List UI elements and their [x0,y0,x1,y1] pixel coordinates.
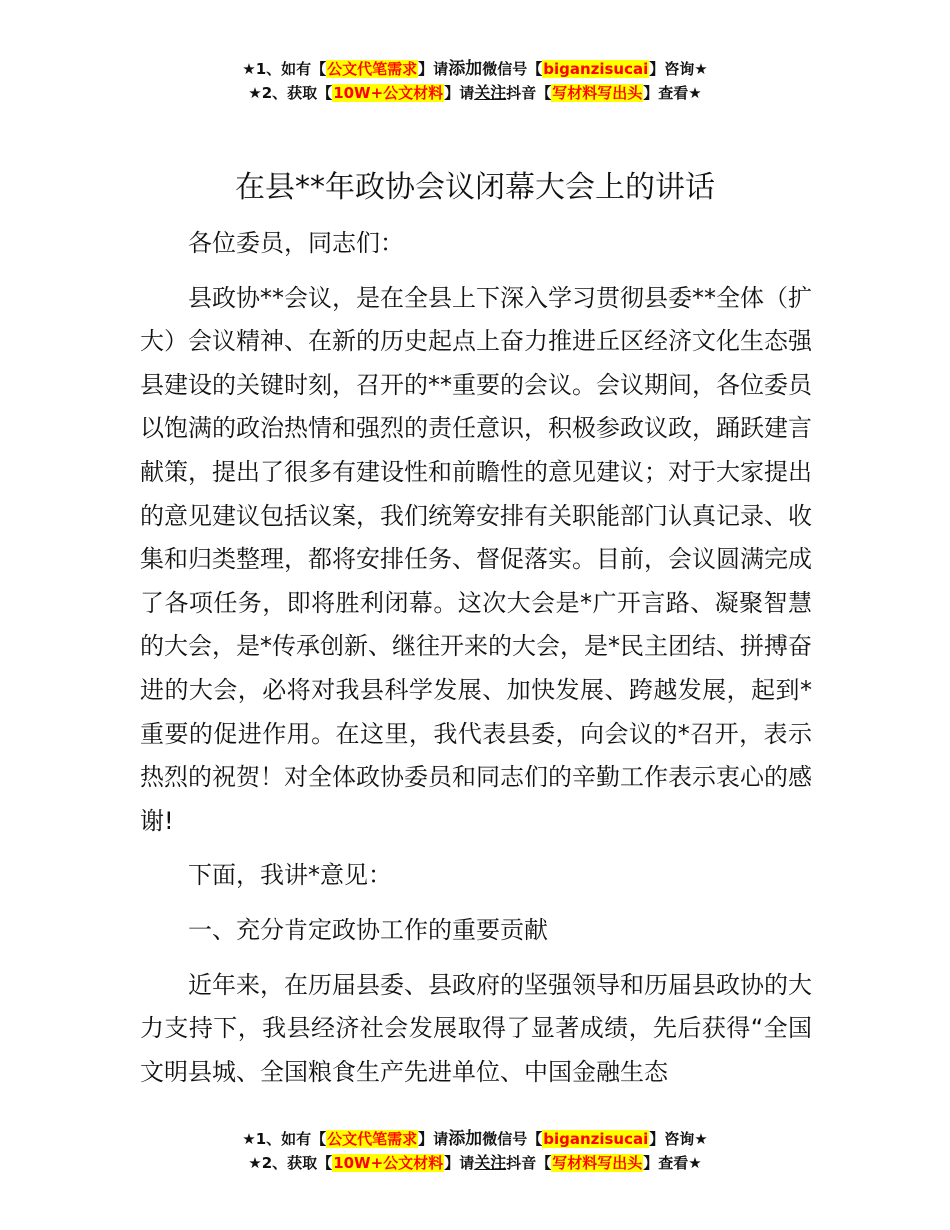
banner-text: 抖音【 [506,84,552,102]
banner-text: 】请 [444,84,475,102]
header-banner [0,58,950,105]
banner-highlight: biganzisucai [543,1130,649,1148]
section-heading: 一、充分肯定政协工作的重要贡献 [188,915,548,944]
banner-text: 】请 [418,60,449,78]
banner-text: ★1、如有【 [242,60,327,78]
banner-text: ★1、如有【 [242,1130,327,1148]
banner-emphasis: 关注 [474,1153,507,1172]
banner-line-1 [0,1128,950,1151]
banner-highlight: 公文代笔需求 [327,60,418,78]
paragraph: 下面，我讲*意见： [188,861,392,890]
banner-text: ★2、获取【 [248,84,333,102]
banner-text: 】咨询★ [649,1130,708,1148]
banner-line-1 [0,58,950,81]
banner-highlight: 10W+公文材料 [333,84,444,102]
banner-text: 】请 [444,1154,475,1172]
banner-text: 抖音【 [506,1154,552,1172]
banner-text: 微信号【 [482,1130,543,1148]
banner-text: 】请 [418,1130,449,1148]
banner-text: 】咨询★ [649,60,708,78]
banner-text: 】查看★ [643,84,702,102]
banner-text: 】查看★ [643,1154,702,1172]
paragraph: 县政协**会议，是在全县上下深入学习贯彻县委**全体（扩大）会议精神、在新的历史起点上奋力推进丘区经济文化生态强县建设的关键时刻，召开的**重要的会议。会议期间，各位委员以饱满的政治热情和强烈的责任意识，积极参政议政，踊跃建言献策，提出了很多有建设性和前瞻性的意见建议；对于大家提出的意见建议包括议案，我们统筹安排有关职能部门认真记录、收集和归类整理，都将安排任务、督促落实。目前，会议圆满完成了各项任务，即将胜利闭幕。这次大会是*广开言路、凝聚智慧的大会，是*传承创新、继往开来的大会，是*民主团结、拼搏奋进的大会，必将对我县科学发展、加快发展、跨越发展，起到*重要的促进作用。在这里，我代表县委，向会议的*召开，表示热烈的祝贺！对全体政协委员和同志们的辛勤工作表示衷心的感谢! [140,283,812,835]
banner-highlight: 10W+公文材料 [333,1154,444,1172]
document-body [140,222,812,1094]
salutation: 各位委员，同志们： [188,229,404,257]
footer-banner [0,1128,950,1175]
banner-highlight: 写材料写出头 [552,1154,643,1172]
paragraph: 近年来，在历届县委、县政府的坚强领导和历届县政协的大力支持下，我县经济社会发展取得了显著成绩，先后获得“全国文明县城、全国粮食生产先进单位、中国金融生态 [140,970,812,1086]
banner-text: 微信号【 [482,60,543,78]
banner-emphasis: 添加 [448,59,483,79]
banner-emphasis: 添加 [448,1129,483,1149]
banner-emphasis: 关注 [474,83,507,102]
banner-line-2 [0,81,950,105]
banner-line-2 [0,1151,950,1175]
banner-highlight: biganzisucai [543,60,649,78]
banner-text: ★2、获取【 [248,1154,333,1172]
banner-highlight: 公文代笔需求 [327,1130,418,1148]
banner-highlight: 写材料写出头 [552,84,643,102]
document-title: 在县**年政协会议闭幕大会上的讲话 [235,170,715,205]
